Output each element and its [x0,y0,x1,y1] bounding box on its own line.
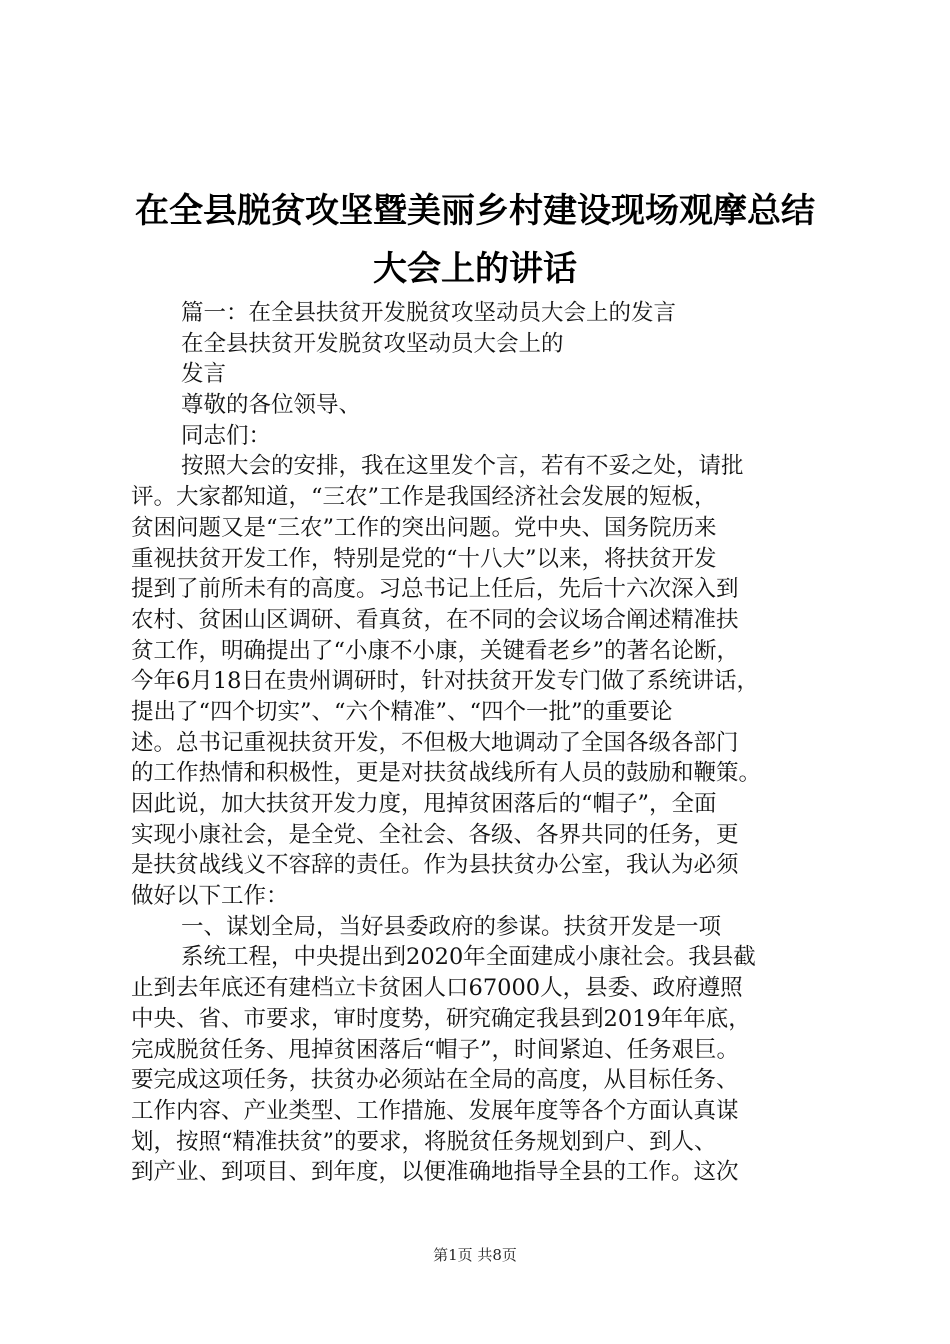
body-line: 一、谋划全局，当好县委政府的参谋。扶贫开发是一项 [181,913,722,940]
body-line: 述。总书记重视扶贫开发，不但极大地调动了全国各级各部门 [131,729,739,756]
body-line: 实现小康社会，是全党、全社会、各级、各界共同的任务，更 [131,821,739,848]
body-line: 工作内容、产业类型、工作措施、发展年度等各个方面认真谋 [131,1097,739,1124]
body-line: 要完成这项任务，扶贫办必须站在全局的高度，从目标任务、 [131,1067,739,1094]
body-line: 中央、省、市要求，审时度势，研究确定我县到2019年年底， [131,1005,751,1032]
body-line: 评。大家都知道，“三农”工作是我国经济社会发展的短板， [131,484,717,511]
body-line: 重视扶贫开发工作，特别是党的“十八大”以来，将扶贫开发 [131,545,717,572]
body-line: 贫工作，明确提出了“小康不小康，关键看老乡”的著名论断， [131,637,740,664]
body-line: 发言 [181,361,227,388]
body-line: 同志们： [181,422,272,449]
body-line: 因此说，加大扶贫开发力度，甩掉贫困落后的“帽子”，全面 [131,791,717,817]
body-line: 在全县扶贫开发脱贫攻坚动员大会上的 [181,330,564,357]
body-line: 做好以下工作： [131,883,289,910]
body-line: 划，按照“精准扶贫”的要求，将脱贫任务规划到户、到人、 [131,1128,717,1155]
body-line: 止到去年底还有建档立卡贫困人口67000人，县委、政府遵照 [131,975,743,1002]
body-line: 按照大会的安排，我在这里发个言，若有不妥之处，请批 [181,453,744,480]
body-line: 农村、贫困山区调研、看真贫，在不同的会议场合阐述精准扶 [131,606,739,633]
page-number-footer: 第1页 共8页 [433,1246,517,1264]
body-line: 提出了“四个切实”、“六个精准”、“四个一批”的重要论 [131,698,673,725]
document-body [131,298,831,1188]
body-line: 的工作热情和积极性，更是对扶贫战线所有人员的鼓励和鞭策。 [131,760,762,787]
body-line: 尊敬的各位领导、 [181,392,362,419]
body-line: 篇一：在全县扶贫开发脱贫攻坚动员大会上的发言 [181,300,677,326]
body-line: 系统工程，中央提出到2020年全面建成小康社会。我县截 [181,944,756,971]
body-line: 贫困问题又是“三农”工作的突出问题。党中央、国务院历来 [131,514,717,541]
document-title-line-2: 大会上的讲话 [373,249,577,289]
body-line: 完成脱贫任务、甩掉贫困落后“帽子”，时间紧迫、任务艰巨。 [131,1036,740,1063]
body-line: 到产业、到项目、到年度，以便准确地指导全县的工作。这次 [131,1159,739,1186]
body-line: 提到了前所未有的高度。习总书记上任后，先后十六次深入到 [131,576,739,603]
document-title-line-1: 在全县脱贫攻坚暨美丽乡村建设现场观摩总结 [135,191,815,231]
body-line: 是扶贫战线义不容辞的责任。作为县扶贫办公室，我认为必须 [131,852,739,879]
body-line: 今年6月18日在贵州调研时，针对扶贫开发专门做了系统讲话， [131,668,759,695]
